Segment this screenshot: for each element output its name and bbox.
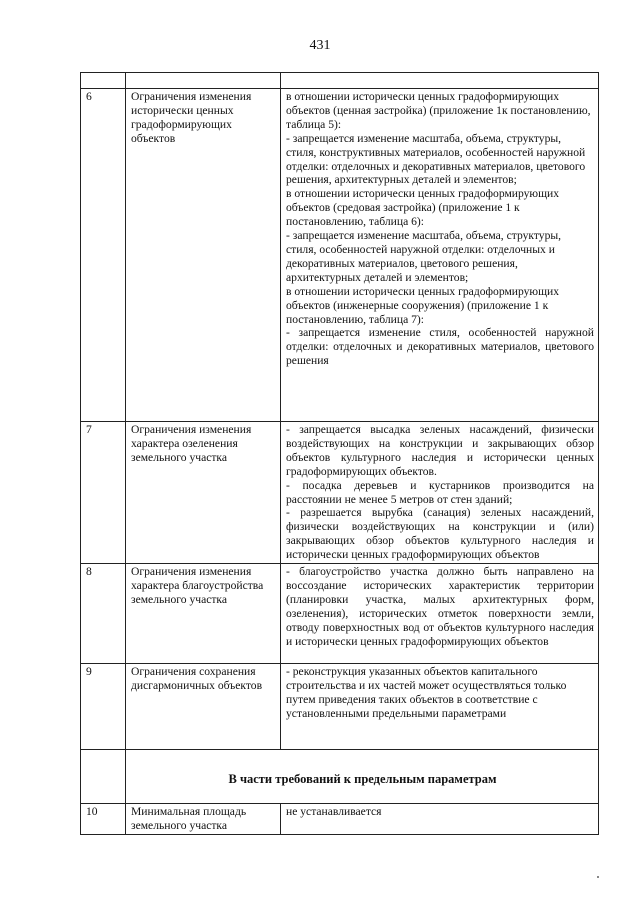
- restriction-name: Ограничения сохранения дисгармоничных объектов: [126, 664, 281, 750]
- regulations-table: [80, 72, 599, 835]
- content-paragraph: - разрешается вырубка (санация) зеленых насаждений, физически воздействующих на конструкции и (или) закрывающих обзор объектов культурного наследия и исторически ценных градоформирующих объектов: [286, 506, 594, 562]
- restriction-content: [281, 664, 599, 750]
- content-paragraph: - запрещается изменение масштаба, объема, структуры, стиля, особенностей наружной отделки: отделочных и декоративных материалов, цветового решения, архитектурных деталей и элементов;: [286, 229, 562, 284]
- restriction-name: Ограничения изменения характера благоустройства земельного участка: [126, 564, 281, 664]
- restriction-content: [281, 89, 599, 422]
- content-paragraph: - посадка деревьев и кустарников производится на расстоянии не менее 5 метров от стен зданий;: [286, 478, 594, 506]
- restriction-content: не устанавливается: [281, 804, 599, 835]
- row-number: 8: [81, 564, 126, 664]
- table-row: [81, 664, 599, 750]
- page-number: 431: [309, 38, 331, 53]
- row-number: 10: [81, 804, 126, 835]
- header-cell-content: [281, 73, 599, 89]
- row-number: 9: [81, 664, 126, 750]
- section-empty-cell: [81, 750, 126, 804]
- content-paragraph: - запрещается высадка зеленых насаждений, физически воздействующих на конструкции и закрывающих обзор объектов культурного наследия и исторически ценных градоформирующих объектов.: [286, 423, 594, 478]
- table-row: [81, 564, 599, 664]
- header-cell-restriction: [126, 73, 281, 89]
- content-paragraph: - благоустройство участка должно быть направлено на воссоздание исторических характеристик территории (планировки участка, малых архитектурных форм, озеленения), исторических отметок поверхности земли, отводу поверхностных вод от объектов культурного наследия и исторически ценных градоформирующих объектов: [286, 565, 594, 648]
- content-paragraph: - реконструкция указанных объектов капитального строительства и их частей может осуществляться только путем приведения таких объектов в соответствие с установленными предельными параметрами: [286, 665, 567, 720]
- table-header-row: [81, 73, 599, 89]
- header-cell-num: [81, 73, 126, 89]
- content-paragraph: в отношении исторически ценных градоформирующих объектов (средовая застройка) (приложение 1 к постановлению, таблица 6):: [286, 187, 560, 229]
- restriction-content: [281, 422, 599, 564]
- table-row: [81, 422, 599, 564]
- row-number: 6: [81, 89, 126, 422]
- restriction-content: [281, 564, 599, 664]
- content-paragraph: - запрещается изменение стиля, особенностей наружной отделки: отделочных и декоративных материалов, цветового решения: [286, 326, 594, 368]
- content-paragraph: в отношении исторически ценных градоформирующих объектов (инженерные сооружения) (приложение 1 к постановлению, таблица 7):: [286, 284, 560, 326]
- table-row: [81, 89, 599, 422]
- table-row: [81, 804, 599, 835]
- row-number: 7: [81, 422, 126, 564]
- section-heading-row: [81, 750, 599, 804]
- content-paragraph: - запрещается изменение масштаба, объема, структуры, стиля, конструктивных материалов, особенностей наружной отделки: отделочных и декоративных материалов, цветового решения, архитектурных деталей и элементов;: [286, 131, 586, 187]
- scan-speck: [597, 876, 599, 878]
- section-heading: В части требований к предельным параметрам: [126, 750, 599, 804]
- restriction-name: Ограничения изменения характера озеленения земельного участка: [126, 422, 281, 564]
- restriction-name: Ограничения изменения исторически ценных градоформирующих объектов: [126, 89, 281, 422]
- restriction-name: Минимальная площадь земельного участка: [126, 804, 281, 835]
- content-paragraph: в отношении исторически ценных градоформирующих объектов (ценная застройка) (приложение 1к постановлению, таблица 5):: [286, 90, 591, 131]
